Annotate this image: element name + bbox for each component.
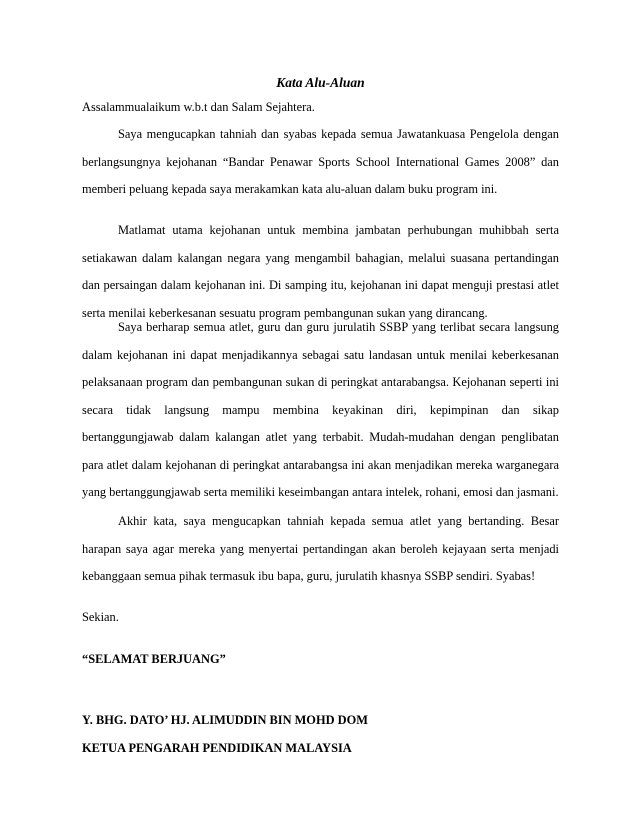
paragraph-3: Saya berharap semua atlet, guru dan guru jurulatih SSBP yang terlibat secara langsung dalam kejohanan ini dapat menjadikannya sebagai satu landasan untuk menilai keberkesanan pelaksanaan program dan pembangunan sukan di peringkat antarabangsa. Kejohanan seperti ini secara tidak langsung mampu membina keyakinan diri, kepimpinan dan sikap bertanggungjawab dalam kalangan atlet yang terbabit. Mudah-mudahan dengan penglibatan para atlet dalam kejohanan di peringkat antarabangsa ini akan menjadikan mereka warganegara yang bertanggungjawab serta memiliki keseimbangan antara intelek, rohani, emosi dan jasmani.: [82, 320, 559, 499]
signatory-name: Y. BHG. DATO’ HJ. ALIMUDDIN BIN MOHD DOM: [82, 713, 368, 727]
signatory-position: KETUA PENGARAH PENDIDIKAN MALAYSIA: [82, 741, 352, 755]
closing-text: Sekian.: [82, 610, 119, 624]
greeting: Assalammualaikum w.b.t dan Salam Sejahtera.: [82, 100, 315, 114]
paragraph-1: Saya mengucapkan tahniah dan syabas kepada semua Jawatankuasa Pengelola dengan berlangsungnya kejohanan “Bandar Penawar Sports School International Games 2008” dan memberi peluang kepada saya merakamkan kata alu-aluan dalam buku program ini.: [82, 127, 559, 196]
paragraph-2: Matlamat utama kejohanan untuk membina jambatan perhubungan muhibbah serta setiakawan dalam kalangan negara yang mengambil bahagian, melalui suasana pertandingan dan persaingan dalam kejohanan ini. Di samping itu, kejohanan ini dapat menguji prestasi atlet serta menilai keberkesanan sesuatu program pembangunan sukan yang dirancang.: [82, 223, 559, 320]
paragraph-4: Akhir kata, saya mengucapkan tahniah kepada semua atlet yang bertanding. Besar harapan saya agar mereka yang menyertai pertandingan akan beroleh kejayaan serta menjadi kebanggaan semua pihak termasuk ibu bapa, guru, jurulatih khasnya SSBP sendiri. Syabas!: [82, 514, 559, 583]
document-title: Kata Alu-Aluan: [276, 75, 365, 90]
slogan: “SELAMAT BERJUANG”: [82, 652, 226, 666]
